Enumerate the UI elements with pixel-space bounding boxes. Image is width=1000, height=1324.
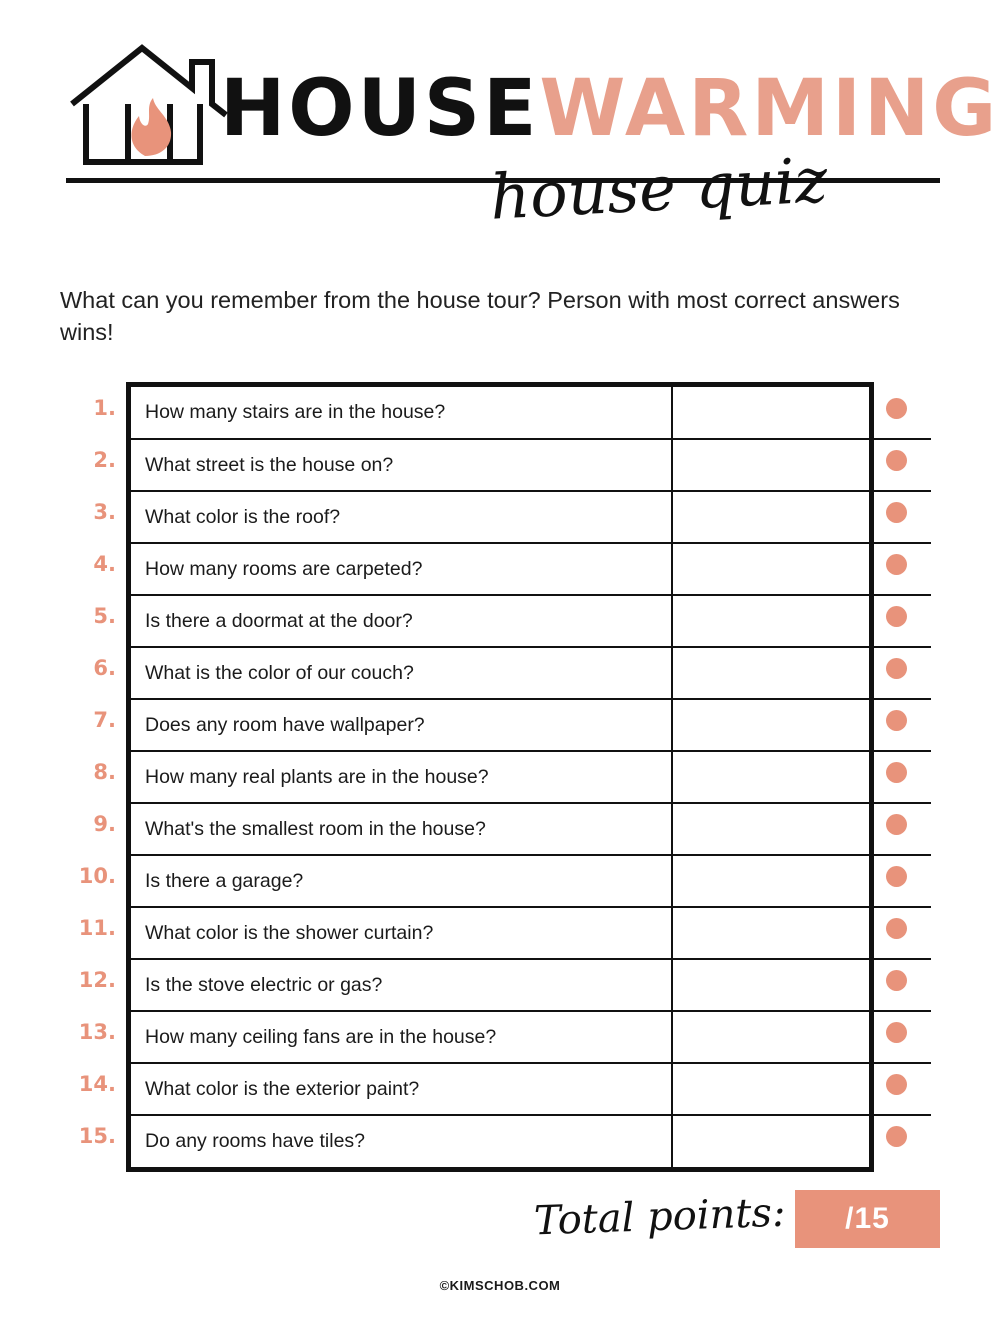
table-row: [131, 647, 931, 699]
page-header: [60, 30, 1000, 234]
score-dot-cell: [886, 642, 946, 694]
question-number: 13.: [78, 1020, 116, 1044]
quiz-table: [126, 382, 874, 1172]
house-with-flame-icon: [66, 38, 236, 178]
score-dot-column: [886, 382, 946, 1162]
circle-icon[interactable]: [886, 450, 907, 471]
score-dot-cell: [886, 1058, 946, 1110]
instructions-text: What can you remember from the house tour? Person with most correct answers wins!: [60, 287, 900, 345]
question-text: How many rooms are carpeted?: [131, 543, 672, 595]
question-number: 9.: [93, 812, 116, 836]
question-number: 10.: [78, 864, 116, 888]
question-text: What color is the roof?: [131, 491, 672, 543]
score-dot-cell: [886, 850, 946, 902]
total-points-row: [60, 1190, 940, 1252]
table-row: [131, 1063, 931, 1115]
circle-icon[interactable]: [886, 762, 907, 783]
score-dot-cell: [886, 798, 946, 850]
circle-icon[interactable]: [886, 710, 907, 731]
page-title: [220, 64, 1000, 154]
question-text: What is the color of our couch?: [131, 647, 672, 699]
question-text: Is the stove electric or gas?: [131, 959, 672, 1011]
circle-icon[interactable]: [886, 1126, 907, 1147]
question-number: 7.: [93, 708, 116, 732]
question-text: How many real plants are in the house?: [131, 751, 672, 803]
question-number: 5.: [93, 604, 116, 628]
title-warming: WARMING: [539, 64, 1000, 154]
credit-text: ©KIMSCHOB.COM: [439, 1278, 561, 1293]
question-text: What's the smallest room in the house?: [131, 803, 672, 855]
table-row: [131, 1115, 931, 1167]
circle-icon[interactable]: [886, 1022, 907, 1043]
score-dot-cell: [886, 590, 946, 642]
score-dot-cell: [886, 538, 946, 590]
question-number: 4.: [93, 552, 116, 576]
score-dot-cell: [886, 486, 946, 538]
table-row: [131, 439, 931, 491]
question-number: 14.: [78, 1072, 116, 1096]
table-row: [131, 491, 931, 543]
question-text: What color is the exterior paint?: [131, 1063, 672, 1115]
question-text: Is there a doormat at the door?: [131, 595, 672, 647]
table-row: [131, 803, 931, 855]
question-text: What street is the house on?: [131, 439, 672, 491]
question-number: 2.: [93, 448, 116, 472]
circle-icon[interactable]: [886, 502, 907, 523]
question-number-column: [60, 382, 120, 1162]
circle-icon[interactable]: [886, 1074, 907, 1095]
score-dot-cell: [886, 746, 946, 798]
circle-icon[interactable]: [886, 658, 907, 679]
total-points-box[interactable]: [795, 1190, 940, 1248]
question-text: How many ceiling fans are in the house?: [131, 1011, 672, 1063]
score-dot-cell: [886, 954, 946, 1006]
table-row: [131, 959, 931, 1011]
table-row: [131, 543, 931, 595]
table-row: [131, 699, 931, 751]
question-number: 8.: [93, 760, 116, 784]
circle-icon[interactable]: [886, 918, 907, 939]
table-row: [131, 907, 931, 959]
total-points-label: Total points:: [532, 1189, 786, 1245]
circle-icon[interactable]: [886, 970, 907, 991]
total-points-value: /15: [845, 1202, 890, 1235]
score-dot-cell: [886, 694, 946, 746]
question-number: 11.: [78, 916, 116, 940]
circle-icon[interactable]: [886, 814, 907, 835]
page-subtitle: house quiz: [488, 143, 830, 234]
printable-quiz-page: [0, 30, 1000, 1324]
circle-icon[interactable]: [886, 398, 907, 419]
table-row: [131, 387, 931, 439]
table-row: [131, 595, 931, 647]
question-text: Do any rooms have tiles?: [131, 1115, 672, 1167]
score-dot-cell: [886, 434, 946, 486]
score-dot-cell: [886, 382, 946, 434]
circle-icon[interactable]: [886, 866, 907, 887]
question-number: 12.: [78, 968, 116, 992]
table-row: [131, 1011, 931, 1063]
question-number: 1.: [93, 396, 116, 420]
score-dot-cell: [886, 1110, 946, 1162]
question-text: Does any room have wallpaper?: [131, 699, 672, 751]
title-house: HOUSE: [220, 64, 540, 154]
table-row: [131, 751, 931, 803]
question-number: 3.: [93, 500, 116, 524]
question-text: How many stairs are in the house?: [131, 387, 672, 439]
question-text: What color is the shower curtain?: [131, 907, 672, 959]
circle-icon[interactable]: [886, 606, 907, 627]
question-number: 15.: [78, 1124, 116, 1148]
score-dot-cell: [886, 902, 946, 954]
circle-icon[interactable]: [886, 554, 907, 575]
question-number: 6.: [93, 656, 116, 680]
table-row: [131, 855, 931, 907]
question-text: Is there a garage?: [131, 855, 672, 907]
score-dot-cell: [886, 1006, 946, 1058]
